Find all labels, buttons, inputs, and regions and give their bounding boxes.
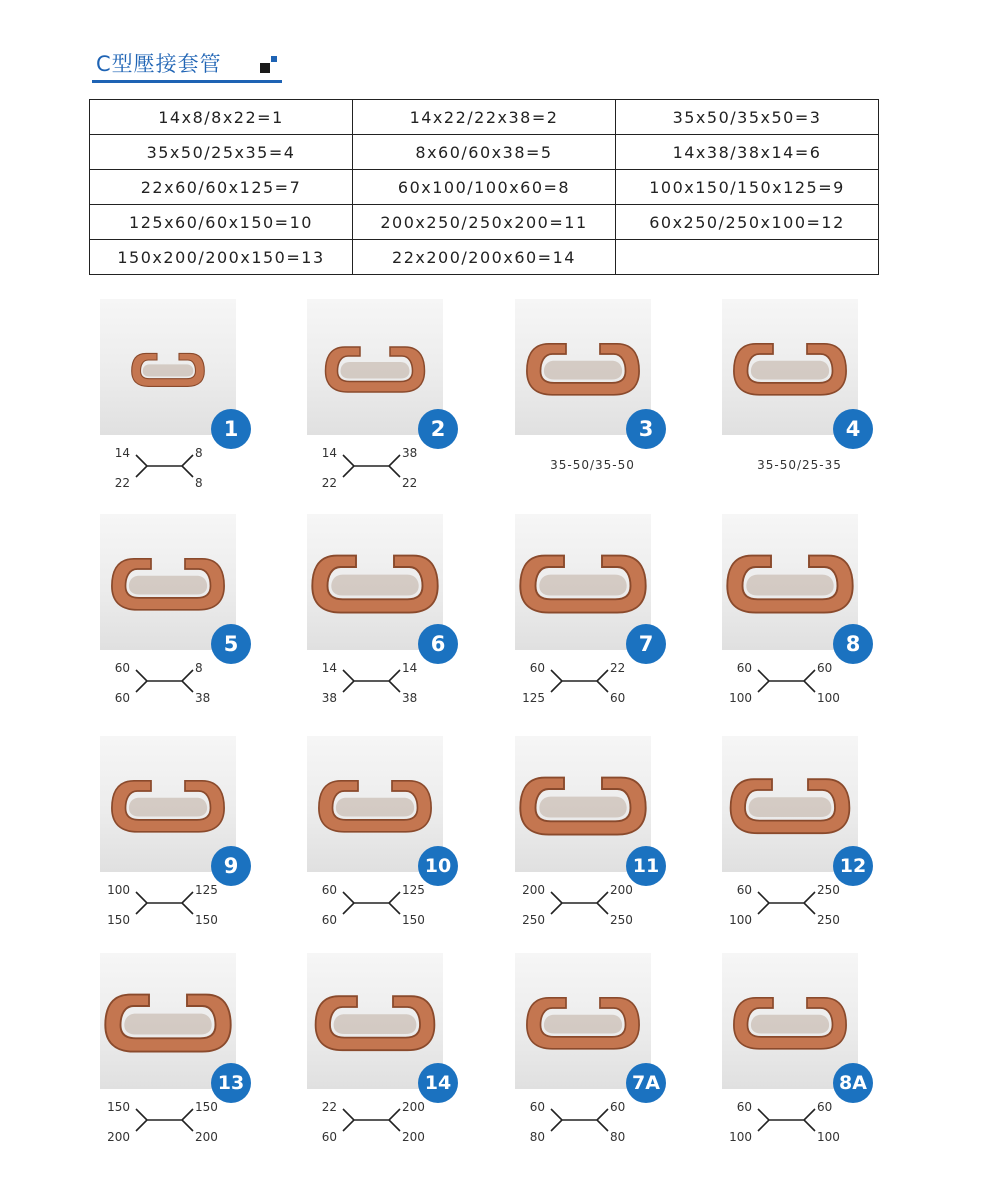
title-underline	[92, 80, 282, 83]
size-label-tl: 60	[529, 661, 545, 675]
product-card	[100, 953, 280, 1158]
size-diagram	[100, 446, 280, 496]
size-label-bl: 38	[321, 691, 337, 705]
product-number-badge: 8A	[833, 1063, 873, 1103]
product-card	[307, 736, 487, 941]
size-label-tr: 8	[195, 446, 203, 460]
table-cell: 22x200/200x60=14	[353, 240, 616, 275]
product-card	[100, 736, 280, 941]
size-caption: 35-50/35-50	[550, 458, 635, 472]
product-number-badge: 10	[418, 846, 458, 886]
product-card	[307, 953, 487, 1158]
spec-table	[89, 99, 879, 275]
size-diagram	[307, 446, 487, 496]
table-cell: 14x22/22x38=2	[353, 100, 616, 135]
size-diagram	[722, 446, 902, 496]
size-label-bl: 100	[729, 691, 752, 705]
size-label-br: 38	[195, 691, 211, 705]
product-card	[515, 299, 695, 504]
size-diagram	[515, 661, 695, 711]
size-label-bl: 250	[522, 913, 545, 927]
size-label-tr: 14	[402, 661, 418, 675]
product-number-badge: 8	[833, 624, 873, 664]
size-diagram	[100, 661, 280, 711]
size-label-br: 60	[610, 691, 626, 705]
size-label-bl: 100	[729, 1130, 752, 1144]
size-label-tl: 14	[321, 446, 337, 460]
size-label-tr: 200	[610, 883, 633, 897]
product-number-badge: 2	[418, 409, 458, 449]
table-row	[90, 240, 879, 275]
product-number-badge: 5	[211, 624, 251, 664]
product-number-badge: 13	[211, 1063, 251, 1103]
product-number-badge: 11	[626, 846, 666, 886]
size-diagram	[722, 883, 902, 933]
size-label-br: 100	[817, 1130, 840, 1144]
product-number-badge: 14	[418, 1063, 458, 1103]
table-cell: 125x60/60x150=10	[90, 205, 353, 240]
table-row	[90, 170, 879, 205]
size-label-bl: 150	[107, 913, 130, 927]
table-cell: 35x50/35x50=3	[616, 100, 879, 135]
size-diagram	[722, 661, 902, 711]
size-label-tl: 150	[107, 1100, 130, 1114]
size-diagram	[307, 661, 487, 711]
table-cell: 14x38/38x14=6	[616, 135, 879, 170]
size-label-tr: 38	[402, 446, 418, 460]
size-label-tr: 125	[195, 883, 218, 897]
size-diagram	[307, 883, 487, 933]
size-diagram	[100, 883, 280, 933]
product-card	[100, 514, 280, 719]
table-cell	[616, 240, 879, 275]
size-label-br: 200	[195, 1130, 218, 1144]
size-diagram	[100, 1100, 280, 1150]
size-label-bl: 200	[107, 1130, 130, 1144]
page-title: C型壓接套管	[96, 52, 222, 76]
size-label-tl: 60	[321, 883, 337, 897]
size-label-tr: 125	[402, 883, 425, 897]
size-label-br: 100	[817, 691, 840, 705]
size-label-tl: 60	[736, 1100, 752, 1114]
product-card	[722, 299, 902, 504]
table-row	[90, 135, 879, 170]
size-label-tr: 60	[610, 1100, 626, 1114]
size-label-br: 22	[402, 476, 418, 490]
size-label-bl: 125	[522, 691, 545, 705]
product-number-badge: 4	[833, 409, 873, 449]
size-label-tr: 250	[817, 883, 840, 897]
table-cell: 8x60/60x38=5	[353, 135, 616, 170]
size-label-bl: 60	[321, 913, 337, 927]
size-label-br: 200	[402, 1130, 425, 1144]
size-diagram	[515, 883, 695, 933]
product-number-badge: 12	[833, 846, 873, 886]
product-number-badge: 9	[211, 846, 251, 886]
product-card	[515, 514, 695, 719]
product-number-badge: 3	[626, 409, 666, 449]
squares-logo-icon	[260, 56, 278, 74]
size-label-br: 150	[402, 913, 425, 927]
product-card	[307, 514, 487, 719]
size-label-tr: 60	[817, 661, 833, 675]
size-label-br: 8	[195, 476, 203, 490]
table-row	[90, 205, 879, 240]
size-label-bl: 80	[529, 1130, 545, 1144]
size-label-tl: 60	[114, 661, 130, 675]
size-label-tl: 60	[736, 883, 752, 897]
size-label-tr: 60	[817, 1100, 833, 1114]
size-label-tl: 100	[107, 883, 130, 897]
size-diagram	[307, 1100, 487, 1150]
table-row	[90, 100, 879, 135]
product-card	[722, 514, 902, 719]
size-label-tl: 14	[114, 446, 130, 460]
size-diagram	[515, 1100, 695, 1150]
table-cell: 14x8/8x22=1	[90, 100, 353, 135]
size-label-br: 80	[610, 1130, 626, 1144]
product-number-badge: 6	[418, 624, 458, 664]
size-label-bl: 60	[114, 691, 130, 705]
size-label-tl: 22	[321, 1100, 337, 1114]
size-label-bl: 22	[114, 476, 130, 490]
size-label-br: 38	[402, 691, 418, 705]
table-cell: 200x250/250x200=11	[353, 205, 616, 240]
size-label-tl: 60	[529, 1100, 545, 1114]
size-label-bl: 22	[321, 476, 337, 490]
size-label-tr: 8	[195, 661, 203, 675]
size-label-tl: 200	[522, 883, 545, 897]
size-label-br: 250	[817, 913, 840, 927]
product-number-badge: 7A	[626, 1063, 666, 1103]
size-label-bl: 100	[729, 913, 752, 927]
product-card	[515, 953, 695, 1158]
size-diagram	[722, 1100, 902, 1150]
page-header	[92, 44, 282, 84]
table-cell: 60x100/100x60=8	[353, 170, 616, 205]
product-card	[100, 299, 280, 504]
product-card	[722, 953, 902, 1158]
size-label-bl: 60	[321, 1130, 337, 1144]
product-number-badge: 1	[211, 409, 251, 449]
table-cell: 35x50/25x35=4	[90, 135, 353, 170]
size-caption: 35-50/25-35	[757, 458, 842, 472]
size-label-tr: 200	[402, 1100, 425, 1114]
table-cell: 22x60/60x125=7	[90, 170, 353, 205]
product-number-badge: 7	[626, 624, 666, 664]
product-card	[515, 736, 695, 941]
size-label-tr: 150	[195, 1100, 218, 1114]
product-card	[307, 299, 487, 504]
table-cell: 150x200/200x150=13	[90, 240, 353, 275]
size-label-tl: 14	[321, 661, 337, 675]
product-card	[722, 736, 902, 941]
table-cell: 60x250/250x100=12	[616, 205, 879, 240]
size-label-tl: 60	[736, 661, 752, 675]
size-label-br: 250	[610, 913, 633, 927]
size-label-tr: 22	[610, 661, 626, 675]
size-label-br: 150	[195, 913, 218, 927]
size-diagram	[515, 446, 695, 496]
table-cell: 100x150/150x125=9	[616, 170, 879, 205]
